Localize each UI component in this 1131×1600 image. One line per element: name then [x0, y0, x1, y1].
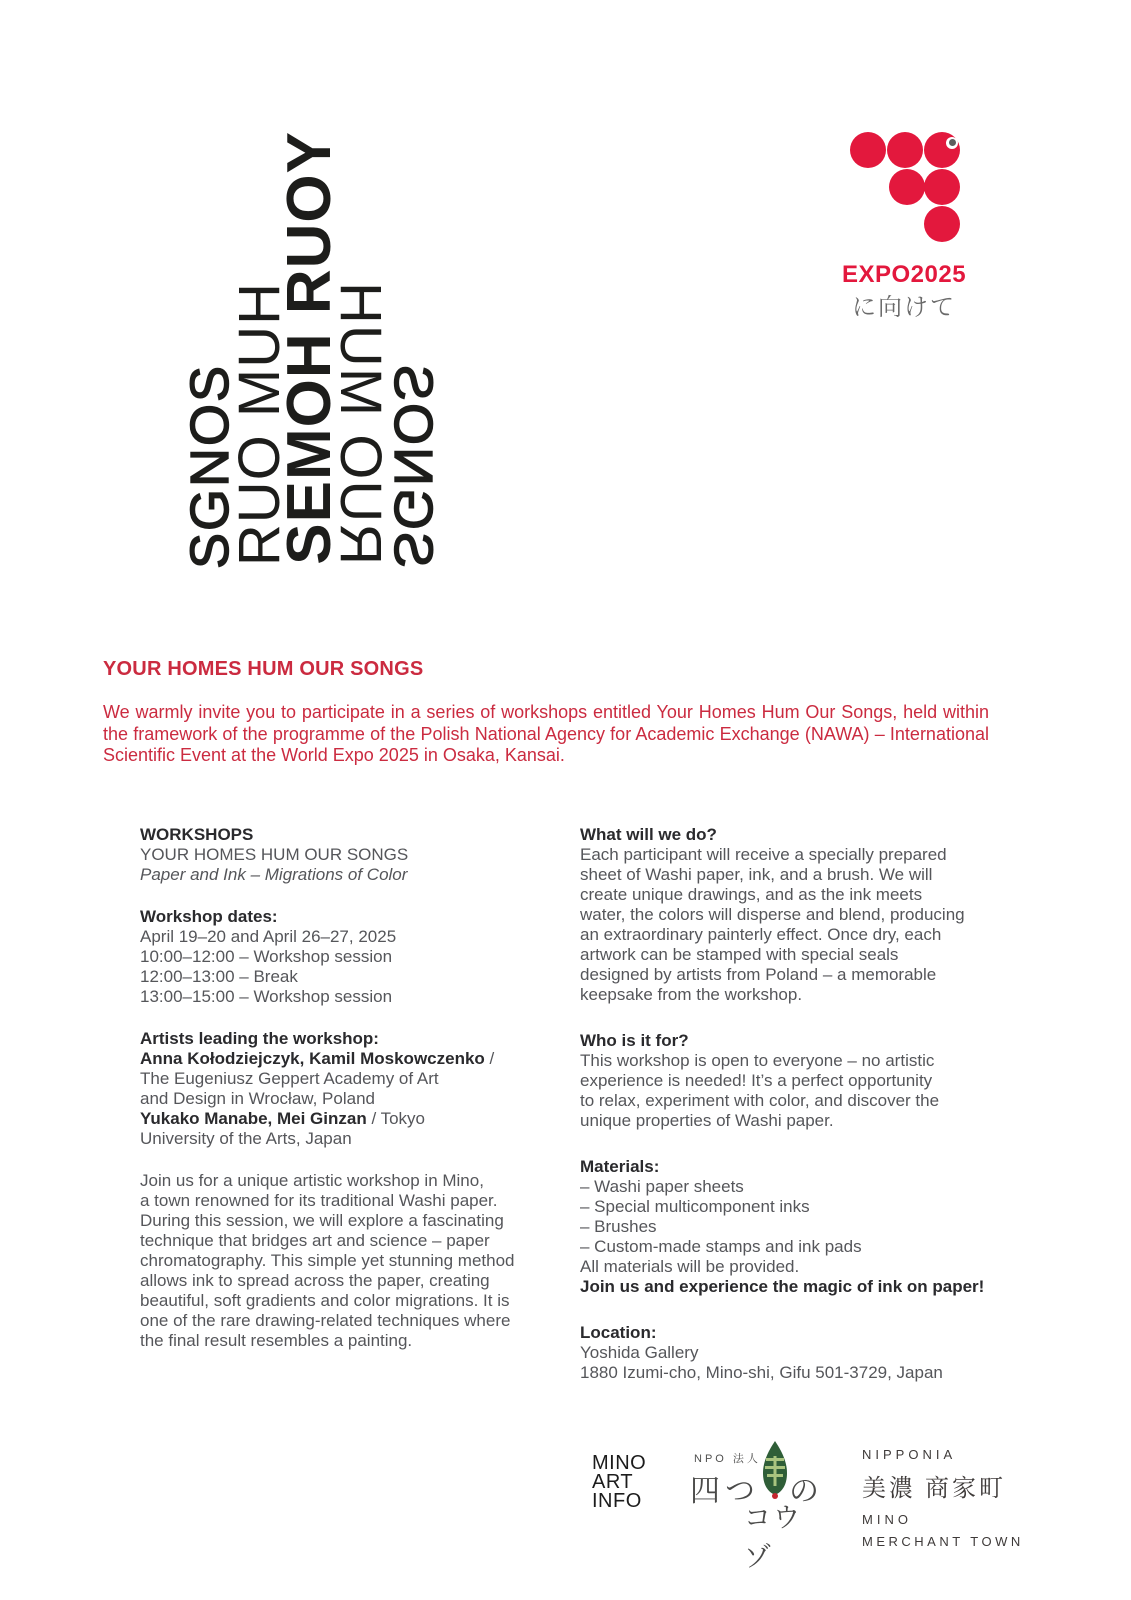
expo-logo-pupil-icon [949, 139, 956, 146]
text-line: unique properties of Washi paper. [580, 1111, 834, 1130]
logo-text-songs: SGNOS [180, 364, 240, 570]
intro-heading: YOUR HOMES HUM OUR SONGS [103, 658, 424, 680]
text-line: 10:00–12:00 – Workshop session [140, 947, 393, 966]
logo-text-songs-mirrored: SGNOS [383, 363, 443, 569]
logo-text-hum-our: RUO MUH [227, 282, 292, 567]
mino-art-info-logo [592, 1454, 646, 1511]
text-line: experience is needed! It’s a perfect opportunity [580, 1071, 933, 1090]
text-line: and Design in Wrocław, Poland [140, 1089, 375, 1108]
text-line: designed by artists from Poland – a memorable [580, 965, 937, 984]
npo-characters-kozo: コウゾ [744, 1503, 802, 1572]
text-line-bold: WORKSHOPS [140, 825, 254, 844]
text-line: – Special multicomponent inks [580, 1197, 810, 1216]
logo-column-your-homes-center [275, 131, 344, 565]
nipponia-kanji: 美濃 商家町 [862, 1476, 1006, 1502]
text-line: The Eugeniusz Geppert Academy of Art [140, 1069, 439, 1088]
npo-characters-yotsu: 四つ [690, 1475, 760, 1508]
expo-logo-circle [924, 206, 960, 242]
text-line-bold: Location: [580, 1323, 657, 1342]
text-line: 12:00–13:00 – Break [140, 967, 298, 986]
text-block [140, 1029, 570, 1149]
text-line-bold: Anna Kołodziejczyk, Kamil Moskowczenko [140, 1049, 485, 1068]
nipponia-brand: NIPPONIA [862, 1447, 957, 1462]
text-line: allows ink to spread across the paper, creating [140, 1271, 490, 1290]
text-line: – Washi paper sheets [580, 1177, 744, 1196]
text-block [580, 825, 995, 1005]
text-line: to relax, experiment with color, and discover the [580, 1091, 940, 1110]
expo2025-japanese-subtitle: に向けて [852, 294, 956, 321]
expo-logo-circle [887, 132, 923, 168]
text-line: / Tokyo [366, 1109, 426, 1128]
leaf-icon [762, 1440, 788, 1500]
intro-paragraph: We warmly invite you to participate in a series of workshops entitled Your Homes Hum Our Songs, held within the framework of the programme of the Polish National Agency for Academic Exchange (NAWA) – International Scientific Event at the World Expo 2025 in Osaka, Kansai. [103, 702, 989, 765]
logo-column-hum-our-mirrored [328, 281, 393, 566]
mino-art-info-line: ART [592, 1471, 634, 1493]
text-line: During this session, we will explore a fascinating [140, 1211, 504, 1230]
text-line: chromatography. This simple yet stunning method [140, 1251, 515, 1270]
text-line-bold: Who is it for? [580, 1031, 689, 1050]
nipponia-mino-merchant-town-logo [862, 1443, 1024, 1549]
mino-art-info-line: MINO [592, 1452, 647, 1474]
text-line: YOUR HOMES HUM OUR SONGS [140, 845, 409, 864]
npo-yotsuba-no-kozo-logo [690, 1440, 819, 1572]
text-block [140, 1171, 570, 1351]
text-line: artwork can be stamped with special seals [580, 945, 899, 964]
expo-logo-circle [889, 169, 925, 205]
logo-text-hum-our-mirrored: RUO MUH [328, 281, 393, 566]
text-line: one of the rare drawing-related techniques where [140, 1311, 511, 1330]
npo-character-no: の [789, 1475, 819, 1508]
text-line-bold: Artists leading the workshop: [140, 1029, 379, 1048]
text-line: beautiful, soft gradients and color migrations. It is [140, 1291, 510, 1310]
text-line-bold: Join us and experience the magic of ink on paper! [580, 1277, 985, 1296]
logo-text-your-homes: SEMOH RUOY [275, 131, 344, 565]
text-line: 13:00–15:00 – Workshop session [140, 987, 393, 1006]
text-line: / [484, 1049, 495, 1068]
text-line-bold: Materials: [580, 1157, 660, 1176]
text-line: – Custom-made stamps and ink pads [580, 1237, 862, 1256]
text-line: University of the Arts, Japan [140, 1129, 352, 1148]
text-block [140, 825, 570, 885]
text-line: Join us for a unique artistic workshop in Mino, [140, 1171, 484, 1190]
nipponia-mino: MINO [862, 1512, 912, 1527]
text-line: This workshop is open to everyone – no artistic [580, 1051, 935, 1070]
expo-logo-eye-icon [946, 137, 958, 149]
expo2025-wordmark: EXPO2025 [841, 261, 967, 288]
text-line-bold: Yukako Manabe, Mei Ginzan [140, 1109, 367, 1128]
text-line: April 19–20 and April 26–27, 2025 [140, 927, 397, 946]
text-line: sheet of Washi paper, ink, and a brush. We will [580, 865, 933, 884]
text-line-bold: What will we do? [580, 825, 717, 844]
text-line: Paper and Ink – Migrations of Color [140, 865, 408, 884]
text-line: create unique drawings, and as the ink meets [580, 885, 923, 904]
text-line-bold: Workshop dates: [140, 907, 278, 926]
text-line: water, the colors will disperse and blend, producing [580, 905, 965, 924]
text-line: Yoshida Gallery [580, 1343, 699, 1362]
text-block [580, 1323, 995, 1383]
text-line: keepsake from the workshop. [580, 985, 803, 1004]
text-line: a town renowned for its traditional Washi paper. [140, 1191, 498, 1210]
text-line: the final result resembles a painting. [140, 1331, 413, 1350]
text-line: 1880 Izumi-cho, Mino-shi, Gifu 501-3729, Japan [580, 1363, 943, 1382]
text-line: technique that bridges art and science – paper [140, 1231, 490, 1250]
mino-art-info-line: INFO [592, 1490, 642, 1512]
expo-logo-circle [850, 132, 886, 168]
text-block [580, 1031, 995, 1131]
logo-column-songs-mirrored [383, 363, 443, 569]
expo-logo-circle [924, 169, 960, 205]
right-column [580, 825, 995, 1383]
text-line: All materials will be provided. [580, 1257, 800, 1276]
text-line: Each participant will receive a specially prepared [580, 845, 947, 864]
text-line: an extraordinary painterly effect. Once dry, each [580, 925, 942, 944]
left-column [140, 825, 570, 1351]
text-block [140, 907, 570, 1007]
text-block [580, 1157, 995, 1297]
intro-section [103, 658, 989, 767]
nipponia-merchant-town: MERCHANT TOWN [862, 1534, 1024, 1549]
text-line: – Brushes [580, 1217, 657, 1236]
npo-hojin-label: NPO 法人 [694, 1453, 761, 1465]
